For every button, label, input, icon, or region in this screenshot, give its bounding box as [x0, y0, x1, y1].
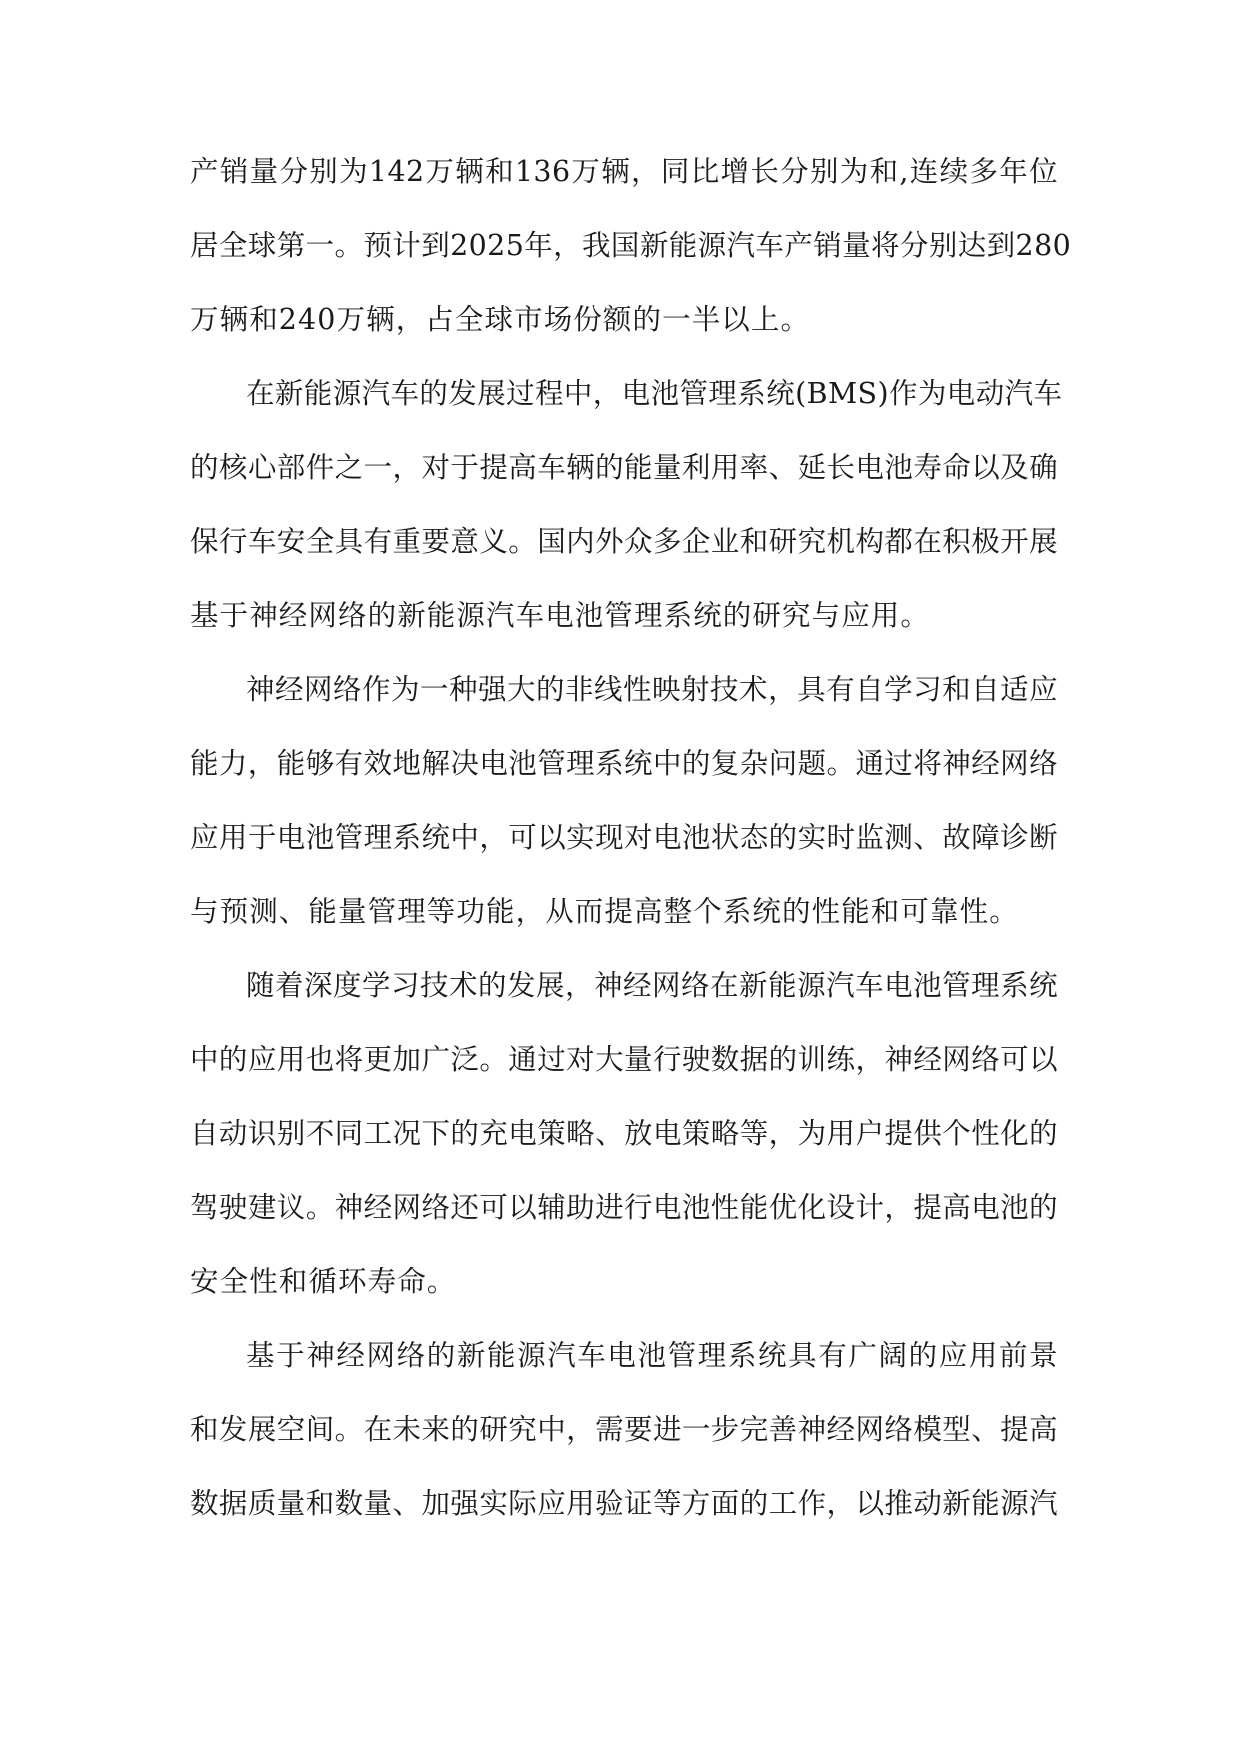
text-line: 驾驶建议。神经网络还可以辅助进行电池性能优化设计，提高电池的 [190, 1191, 1058, 1224]
text-line: 和发展空间。在未来的研究中，需要进一步完善神经网络模型、提高 [190, 1413, 1058, 1446]
text-line: 自动识别不同工况下的充电策略、放电策略等，为用户提供个性化的 [190, 1117, 1058, 1150]
text-line: 能力，能够有效地解决电池管理系统中的复杂问题。通过将神经网络 [190, 747, 1058, 780]
text-line: 随着深度学习技术的发展，神经网络在新能源汽车电池管理系统 [246, 969, 1058, 1002]
text-line: 应用于电池管理系统中，可以实现对电池状态的实时监测、故障诊断 [190, 821, 1058, 854]
text-line: 基于神经网络的新能源汽车电池管理系统具有广阔的应用前景 [246, 1339, 1058, 1372]
text-line: 与预测、能量管理等功能，从而提高整个系统的性能和可靠性。 [190, 895, 1019, 928]
text-line: 在新能源汽车的发展过程中，电池管理系统(BMS)作为电动汽车 [246, 377, 1063, 410]
text-line: 安全性和循环寿命。 [190, 1265, 457, 1298]
text-line: 产销量分别为142万辆和136万辆，同比增长分别为和,连续多年位 [190, 155, 1058, 188]
text-line: 万辆和240万辆，占全球市场份额的一半以上。 [190, 303, 811, 336]
text-line: 保行车安全具有重要意义。国内外众多企业和研究机构都在积极开展 [190, 525, 1058, 558]
text-line: 神经网络作为一种强大的非线性映射技术，具有自学习和自适应 [246, 673, 1058, 706]
text-line: 的核心部件之一，对于提高车辆的能量利用率、延长电池寿命以及确 [190, 451, 1058, 484]
text-line: 居全球第一。预计到2025年，我国新能源汽车产销量将分别达到280 [190, 229, 1072, 262]
text-line: 基于神经网络的新能源汽车电池管理系统的研究与应用。 [190, 599, 931, 632]
text-line: 数据质量和数量、加强实际应用验证等方面的工作，以推动新能源汽 [190, 1487, 1058, 1520]
text-line: 中的应用也将更加广泛。通过对大量行驶数据的训练，神经网络可以 [190, 1043, 1058, 1076]
